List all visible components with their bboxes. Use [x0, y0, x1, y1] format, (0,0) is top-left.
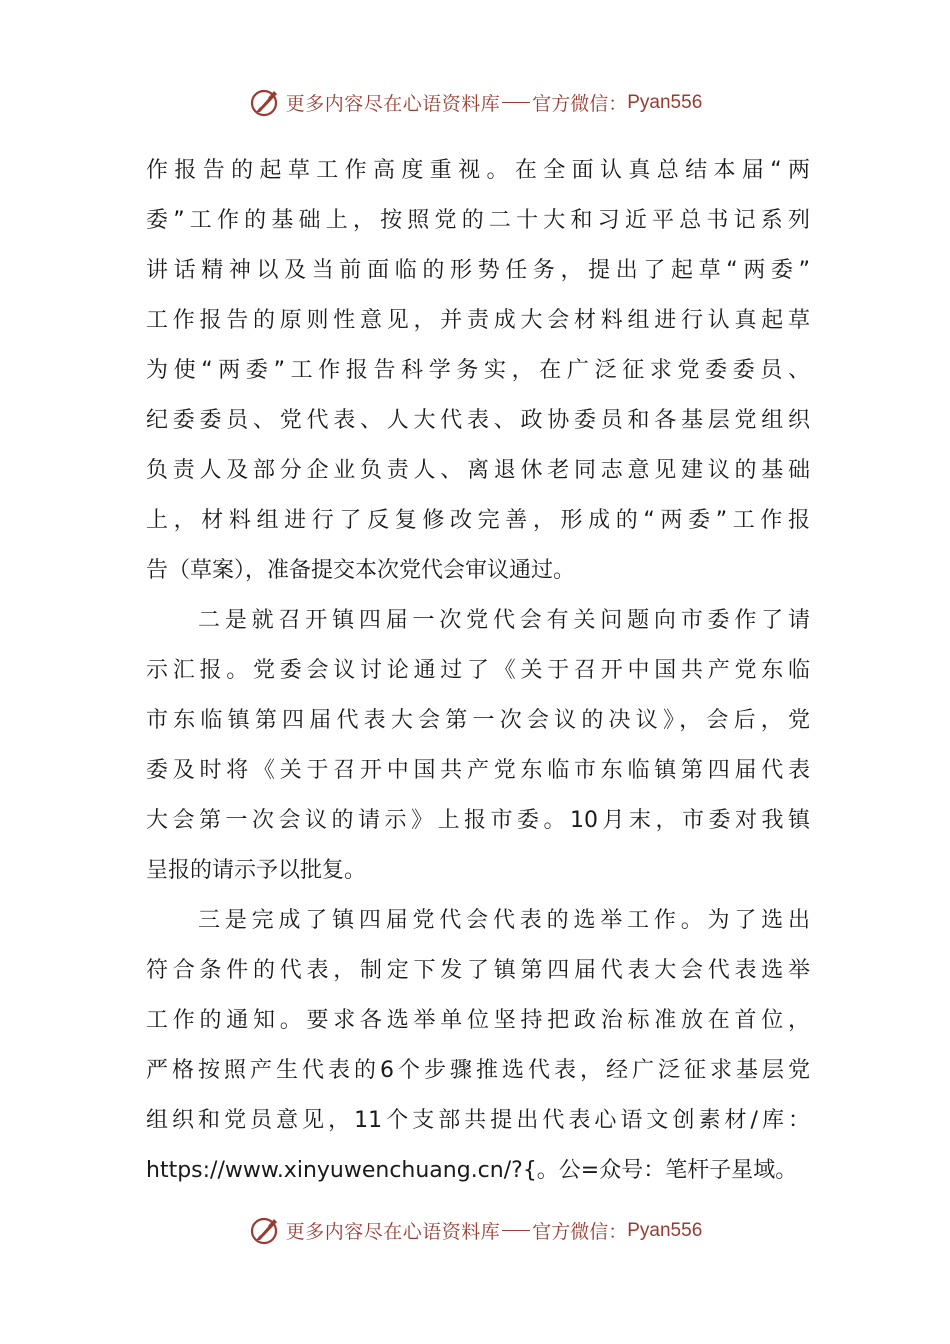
text-line: 三是完成了镇四届党代会代表的选举工作。为了选出: [198, 908, 810, 933]
text-line: 工作的通知。要求各选举单位坚持把政治标准放在首位，: [146, 1008, 810, 1033]
watermark-footer: [0, 1210, 950, 1250]
text-line: https://www.xinyuwenchuang.cn/?{。公=众号：笔杆子星域。: [146, 1158, 798, 1183]
text-line: 纪委委员、党代表、人大代表、政协委员和各基层党组织: [146, 408, 810, 433]
text-line: 作报告的起草工作高度重视。在全面认真总结本届“两: [146, 158, 810, 183]
text-line: 负责人及部分企业负责人、离退休老同志意见建议的基础: [146, 458, 810, 483]
watermark-header: [0, 82, 950, 122]
watermark-wechat-label: 官方微信：: [532, 92, 628, 115]
text-line: 符合条件的代表，制定下发了镇第四届代表大会代表选举: [146, 958, 810, 983]
text-line: 委及时将《关于召开中国共产党东临市东临镇第四届代表: [146, 758, 810, 783]
text-line: 组织和党员意见，11个支部共提出代表心语文创素材/库：: [146, 1108, 810, 1133]
text-line: 呈报的请示予以批复。: [146, 858, 367, 883]
text-line: 市东临镇第四届代表大会第一次会议的决议》，会后，党: [146, 708, 810, 733]
text-line: 二是就召开镇四届一次党代会有关问题向市委作了请: [198, 608, 810, 633]
text-line: 工作报告的原则性意见，并责成大会材料组进行认真起草: [146, 308, 810, 333]
watermark-wechat-id: Pyan556: [627, 91, 703, 113]
text-line: 上，材料组进行了反复修改完善，形成的“两委”工作报: [146, 508, 810, 533]
watermark-main-text: 更多内容尽在心语资料库: [285, 92, 501, 115]
watermark-wechat-id: Pyan556: [627, 1219, 703, 1241]
text-line: 委”工作的基础上，按照党的二十大和习近平总书记系列: [146, 208, 810, 233]
quill-pen-circle-icon: [248, 85, 282, 119]
text-line: 讲话精神以及当前面临的形势任务，提出了起草“两委”: [146, 258, 810, 283]
watermark-separator: [502, 102, 530, 103]
watermark-separator: [502, 1230, 530, 1231]
text-line: 为使“两委”工作报告科学务实，在广泛征求党委委员、: [146, 358, 810, 383]
text-line: 严格按照产生代表的6个步骤推选代表，经广泛征求基层党: [146, 1058, 810, 1083]
quill-pen-circle-icon: [248, 1213, 282, 1247]
watermark-main-text: 更多内容尽在心语资料库: [285, 1220, 501, 1243]
text-line: 告（草案），准备提交本次党代会审议通过。: [146, 558, 576, 583]
text-line: 示汇报。党委会议讨论通过了《关于召开中国共产党东临: [146, 658, 810, 683]
watermark-wechat-label: 官方微信：: [532, 1220, 628, 1243]
document-body: [146, 146, 810, 1196]
text-line: 大会第一次会议的请示》上报市委。10月末，市委对我镇: [146, 808, 810, 833]
